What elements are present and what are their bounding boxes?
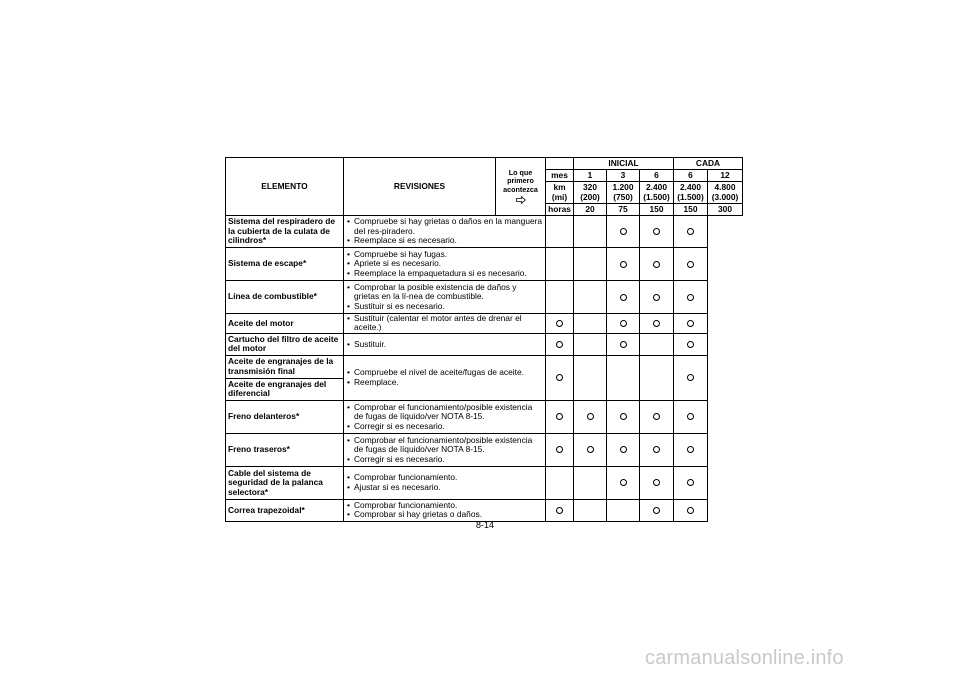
circle-mark-icon [556,507,563,514]
item-name: Freno traseros* [226,433,344,466]
horas-value: 75 [607,204,640,216]
table-row [226,281,743,314]
interval-cell [607,314,640,334]
interval-cell [640,281,674,314]
check-item: • Reemplace la empaquetadura si es necesario. [346,269,543,278]
interval-cell [607,466,640,499]
interval-cell [546,248,574,281]
table-row [226,499,743,521]
table-row [226,355,743,378]
mi-value: (750) [613,191,633,202]
header-blank [546,158,574,170]
interval-cell [640,314,674,334]
check-cell [344,466,546,499]
interval-cell [574,499,607,521]
km-cell [708,182,743,204]
km-cell [674,182,708,204]
interval-cell [607,400,640,433]
interval-cell [546,216,574,248]
check-list [346,501,543,520]
mi-value: (3.000) [711,191,739,202]
circle-mark-icon [620,341,627,348]
interval-cell [640,466,674,499]
lo-que-primero-label: Lo que primero acontezca [503,168,538,194]
circle-mark-icon [620,320,627,327]
interval-cell [674,466,708,499]
circle-mark-icon [556,341,563,348]
header-cada: CADA [674,158,743,170]
interval-cell [574,433,607,466]
circle-mark-icon [687,479,694,486]
mes-value: 1 [574,170,607,182]
circle-mark-icon [653,446,660,453]
km-value: 320 [583,182,597,193]
interval-cell [640,433,674,466]
horas-value: 150 [640,204,674,216]
interval-cell [640,400,674,433]
table-row [226,433,743,466]
watermark: carmanualsonline.info [645,647,844,669]
header-revisiones: REVISIONES [344,158,496,216]
circle-mark-icon [620,479,627,486]
interval-cell [640,248,674,281]
check-list [346,314,543,333]
check-cell [344,499,546,521]
header-lo-que-primero [496,158,546,216]
circle-mark-icon [556,446,563,453]
check-cell [344,355,546,400]
item-name: Sistema del respiradero de la cubierta de la culata de cilindros* [226,216,344,248]
interval-cell [546,333,574,355]
check-item: • Comprobar el funcionamiento/posible existencia de fugas de líquido/ver NOTA 8-15. [346,403,543,422]
mes-value: 6 [674,170,708,182]
interval-cell [674,216,708,248]
circle-mark-icon [620,413,627,420]
circle-mark-icon [653,413,660,420]
circle-mark-icon [620,261,627,268]
circle-mark-icon [687,261,694,268]
table-row [226,333,743,355]
interval-cell [574,314,607,334]
circle-mark-icon [653,507,660,514]
check-list [346,250,543,278]
check-list [346,368,543,387]
check-item: • Sustituir (calentar el motor antes de drenar el aceite.) [346,314,543,333]
circle-mark-icon [687,320,694,327]
km-cell [607,182,640,204]
horas-value: 300 [708,204,743,216]
km-value: 4.800 [714,182,736,193]
item-name: Línea de combustible* [226,281,344,314]
horas-value: 150 [674,204,708,216]
mes-value: 12 [708,170,743,182]
circle-mark-icon [620,446,627,453]
maintenance-rows [226,216,743,522]
check-list [346,473,543,492]
unit-horas: horas [546,204,574,216]
item-name: Cable del sistema de seguridad de la palanca selectora* [226,466,344,499]
check-cell [344,400,546,433]
interval-cell [640,499,674,521]
mi-value: (200) [580,191,600,202]
km-value: 1.200 [612,182,634,193]
check-item: • Comprobar el funcionamiento/posible existencia de fugas de líquido/ver NOTA 8-15. [346,436,543,455]
check-list [346,283,543,311]
circle-mark-icon [556,413,563,420]
circle-mark-icon [653,228,660,235]
check-item: • Comprobar si hay grietas o daños. [346,510,543,519]
interval-cell [640,216,674,248]
circle-mark-icon [653,294,660,301]
table-row [226,248,743,281]
interval-cell [607,281,640,314]
check-item: • Reemplace. [346,378,543,387]
circle-mark-icon [653,320,660,327]
circle-mark-icon [687,294,694,301]
circle-mark-icon [687,446,694,453]
circle-mark-icon [687,341,694,348]
table-row [226,466,743,499]
circle-mark-icon [620,228,627,235]
interval-cell [674,400,708,433]
interval-cell [640,355,674,400]
interval-cell [674,248,708,281]
circle-mark-icon [653,261,660,268]
item-name: Aceite de engranajes de la transmisión final [226,355,344,378]
interval-cell [607,333,640,355]
interval-cell [640,333,674,355]
check-item: • Sustituir si es necesario. [346,302,543,311]
check-cell [344,216,546,248]
circle-mark-icon [556,374,563,381]
circle-mark-icon [653,479,660,486]
check-item: • Corregir si es necesario. [346,422,543,431]
km-value: 2.400 [680,182,701,193]
table-row [226,400,743,433]
check-list [346,217,543,245]
interval-cell [607,216,640,248]
interval-cell [574,400,607,433]
unit-km [546,182,574,204]
check-cell [344,248,546,281]
check-item: • Compruebe si hay fugas. [346,250,543,259]
interval-cell [546,433,574,466]
interval-cell [546,314,574,334]
circle-mark-icon [556,320,563,327]
circle-mark-icon [687,507,694,514]
interval-cell [674,333,708,355]
maintenance-table [225,157,743,522]
mes-value: 6 [640,170,674,182]
interval-cell [546,281,574,314]
item-name: Aceite del motor [226,314,344,334]
interval-cell [607,355,640,400]
header-elemento: ELEMENTO [226,158,344,216]
interval-cell [674,499,708,521]
mes-value: 3 [607,170,640,182]
check-item: • Comprobar funcionamiento. [346,473,543,482]
page-number: 8-14 [475,520,494,530]
check-list [346,403,543,431]
interval-cell [574,281,607,314]
check-item: • Ajustar si es necesario. [346,483,543,492]
interval-cell [546,499,574,521]
check-cell [344,314,546,334]
interval-cell [574,355,607,400]
circle-mark-icon [587,413,594,420]
interval-cell [674,433,708,466]
mi-value: (1.500) [677,191,704,202]
item-name: Correa trapezoidal* [226,499,344,521]
check-cell [344,333,546,355]
check-item: • Compruebe el nivel de aceite/fugas de aceite. [346,368,543,377]
interval-cell [574,216,607,248]
table-row [226,216,743,248]
check-item: • Comprobar la posible existencia de daños y grietas en la lí-nea de combustible. [346,283,543,302]
unit-km-label: km [553,182,566,193]
km-cell [574,182,607,204]
check-list [346,340,543,349]
circle-mark-icon [687,374,694,381]
unit-mi-label: (mi) [551,191,568,202]
unit-mes: mes [546,170,574,182]
check-item: • Reemplace si es necesario. [346,236,543,245]
table-row [226,314,743,334]
interval-cell [574,248,607,281]
interval-cell [607,248,640,281]
interval-cell [546,466,574,499]
check-item: • Sustituir. [346,340,543,349]
check-list [346,436,543,464]
check-item: • Corregir si es necesario. [346,455,543,464]
item-name: Aceite de engranajes del diferencial [226,378,344,400]
interval-cell [574,466,607,499]
circle-mark-icon [687,228,694,235]
interval-cell [546,355,574,400]
check-cell [344,433,546,466]
km-value: 2.400 [646,182,667,193]
interval-cell [574,333,607,355]
check-item: • Apriete si es necesario. [346,259,543,268]
circle-mark-icon [620,294,627,301]
interval-cell [674,281,708,314]
check-cell [344,281,546,314]
interval-cell [607,433,640,466]
arrow-right-icon [516,196,526,204]
item-name: Cartucho del filtro de aceite del motor [226,333,344,355]
km-cell [640,182,674,204]
item-name: Sistema de escape* [226,248,344,281]
circle-mark-icon [587,446,594,453]
horas-value: 20 [574,204,607,216]
circle-mark-icon [687,413,694,420]
header-inicial: INICIAL [574,158,674,170]
check-item: • Comprobar funcionamiento. [346,501,543,510]
interval-cell [546,400,574,433]
interval-cell [674,355,708,400]
item-name: Freno delanteros* [226,400,344,433]
check-item: • Compruebe si hay grietas o daños en la manguera del res-piradero. [346,217,543,236]
mi-value: (1.500) [643,191,670,202]
interval-cell [674,314,708,334]
interval-cell [607,499,640,521]
